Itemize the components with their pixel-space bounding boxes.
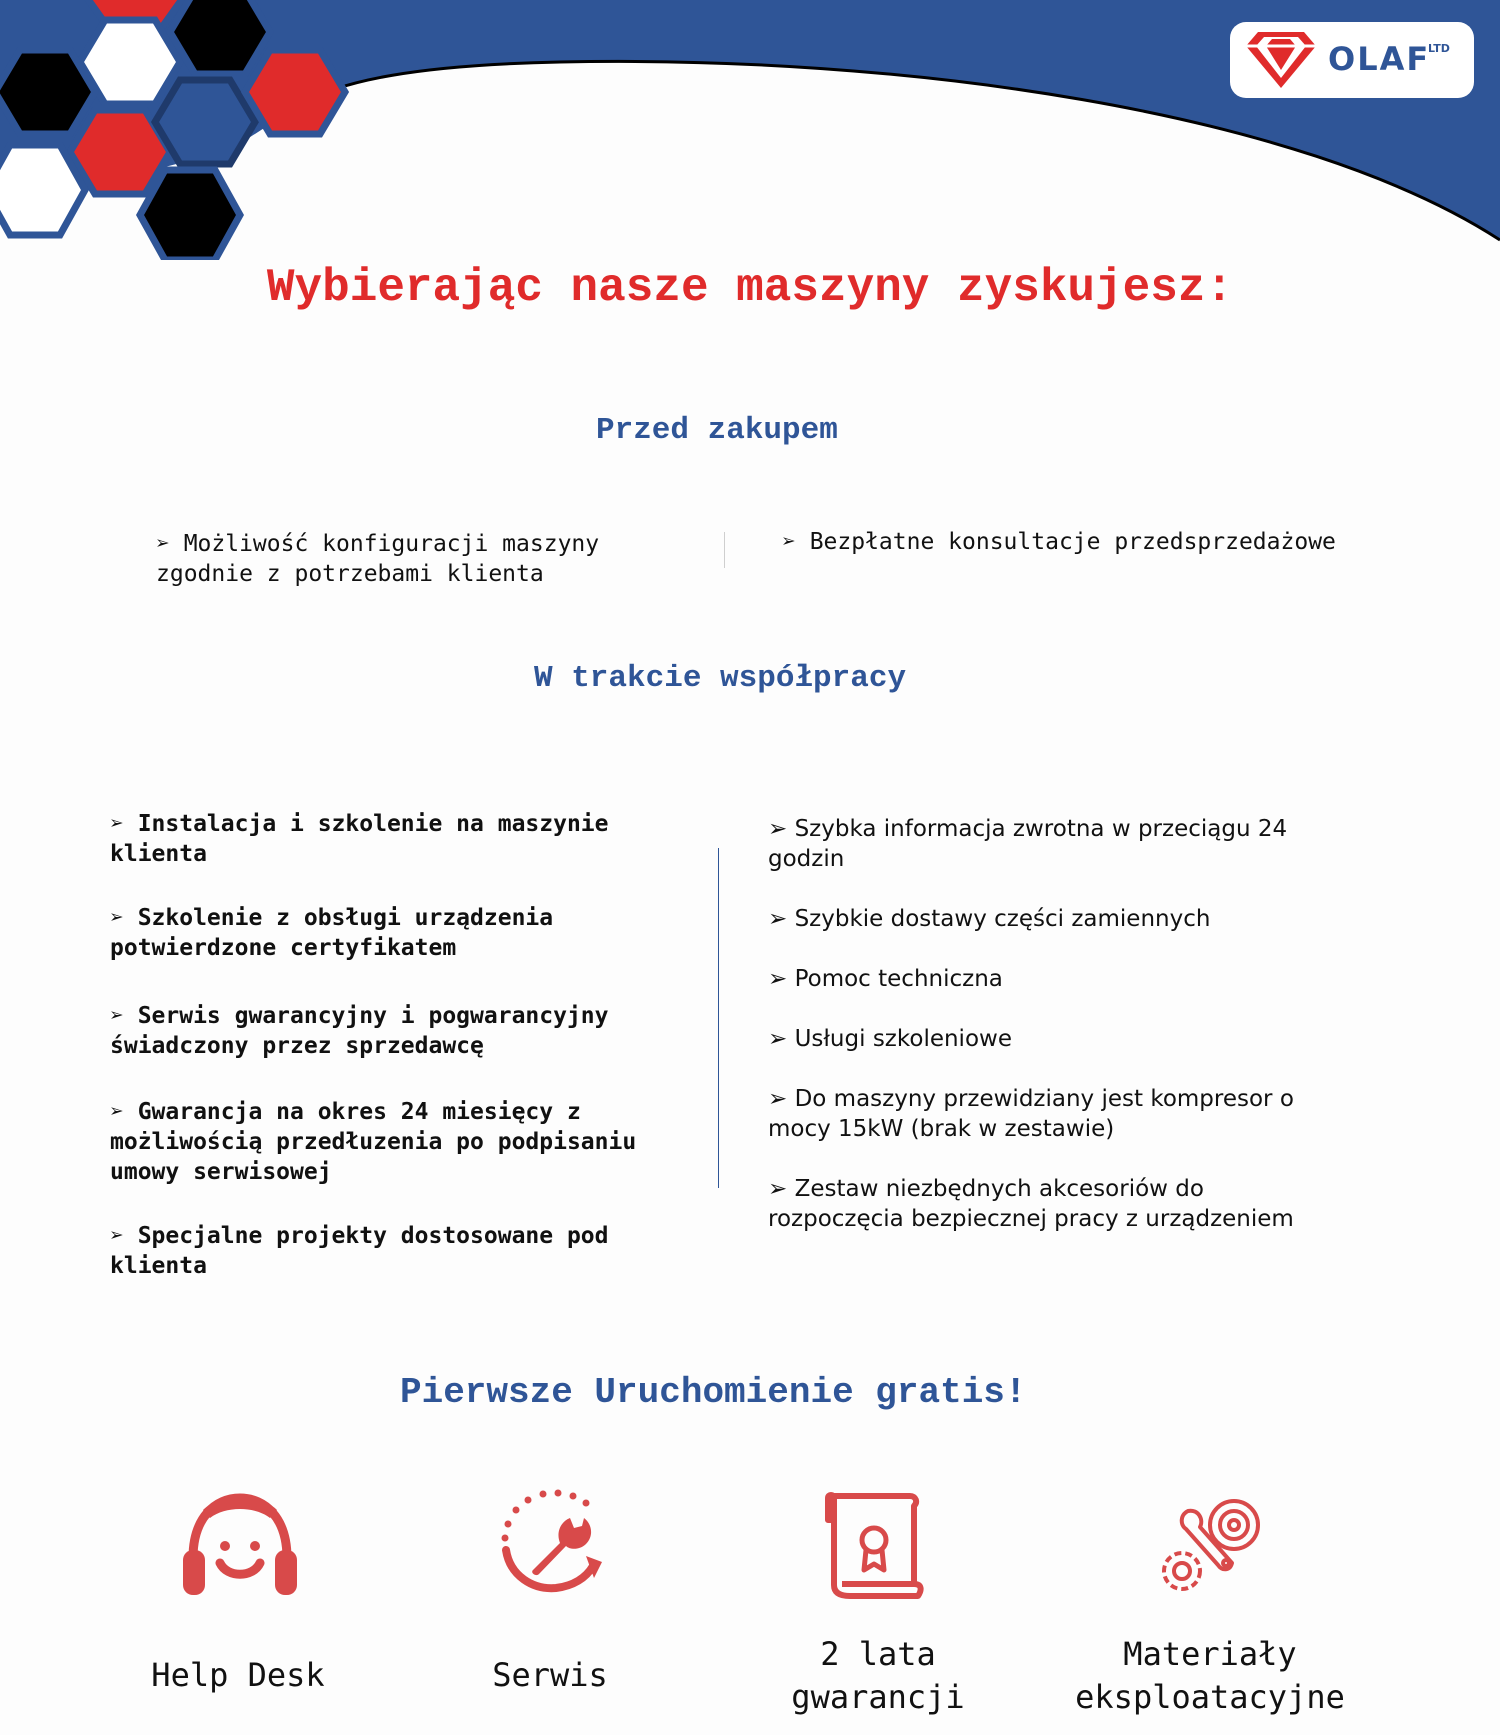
headset-icon [175,1488,305,1613]
logo [1230,22,1474,98]
item-line: ➢ Zestaw niezbędnych akcesoriów do [768,1176,1204,1202]
hexagon [245,50,345,134]
item-line: umowy serwisowej [110,1159,332,1185]
list-item [768,1024,1368,1054]
divider [724,532,725,568]
item-line: potwierdzone certyfikatem [110,935,457,961]
list-item [768,904,1368,934]
przed-zakupem-right-item: ➢ Bezpłatne konsultacje przedsprzedażowe [782,529,1336,555]
item-line: świadczony przez sprzedawcę [110,1033,484,1059]
hexagon [0,50,95,134]
label-line: Help Desk [151,1656,325,1694]
feature-label-materialy [1055,1633,1365,1719]
list-item [110,1097,730,1187]
feature-label-help-desk [118,1654,358,1697]
list-item [768,964,1368,994]
section-heading-uruchomienie: Pierwsze Uruchomienie gratis! [400,1372,1027,1413]
list-item [110,903,690,963]
item-line: klienta [110,1253,207,1279]
hexagon [170,0,270,74]
item-line: ➢ Instalacja i szkolenie na maszynie [110,811,609,837]
section-heading-przed-zakupem: Przed zakupem [596,413,838,448]
item-line: ➢ Pomoc techniczna [768,966,1003,992]
list-item [768,814,1368,874]
item-line: godzin [768,846,845,872]
list-item [110,809,690,869]
list-item [768,1174,1368,1234]
hexagon [155,80,255,164]
gears-icon [1158,1497,1264,1597]
wrench-icon [498,1488,608,1598]
list-item [768,1084,1368,1144]
diamond-logo-icon [1242,28,1320,92]
divider [718,848,719,1188]
item-line: ➢ Szybkie dostawy części zamiennych [768,906,1211,932]
label-line: gwarancji [791,1678,965,1716]
item-line: ➢ Szkolenie z obsługi urządzenia [110,905,554,931]
item-line: możliwością przedłuzenia po podpisaniu [110,1129,637,1155]
item-line: ➢ Serwis gwarancyjny i pogwarancyjny [110,1003,609,1029]
item-line: mocy 15kW (brak w zestawie) [768,1116,1115,1142]
logo-text: OLAF [1328,40,1431,78]
list-item [110,1221,690,1281]
logo-superscript: LTD [1428,42,1450,55]
hexagon [140,170,240,260]
label-line: eksploatacyjne [1075,1678,1345,1716]
list-item [110,1001,690,1061]
item-line: klienta [110,841,207,867]
certificate-icon [822,1490,927,1602]
item-line: ➢ Możliwość konfiguracji maszyny [156,531,600,557]
feature-label-gwarancja [738,1633,1018,1719]
item-line: ➢ Gwarancja na okres 24 miesięcy z [110,1099,581,1125]
label-line: Serwis [492,1656,608,1694]
item-line: ➢ Usługi szkoleniowe [768,1026,1012,1052]
feature-label-serwis [430,1654,670,1697]
przed-zakupem-left-item [156,529,599,589]
section-heading-wspolpraca: W trakcie współpracy [534,661,907,696]
item-line: ➢ Szybka informacja zwrotna w przeciągu 24 [768,816,1288,842]
label-line: 2 lata [820,1635,936,1673]
label-line: Materiały [1123,1635,1297,1673]
item-line: ➢ Do maszyny przewidziany jest kompresor o [768,1086,1294,1112]
page-title: Wybierając nasze maszyny zyskujesz: [266,262,1234,314]
item-line: rozpoczęcia bezpiecznej pracy z urządzeniem [768,1206,1294,1232]
item-line: ➢ Specjalne projekty dostosowane pod [110,1223,609,1249]
item-line: zgodnie z potrzebami klienta [156,561,544,587]
